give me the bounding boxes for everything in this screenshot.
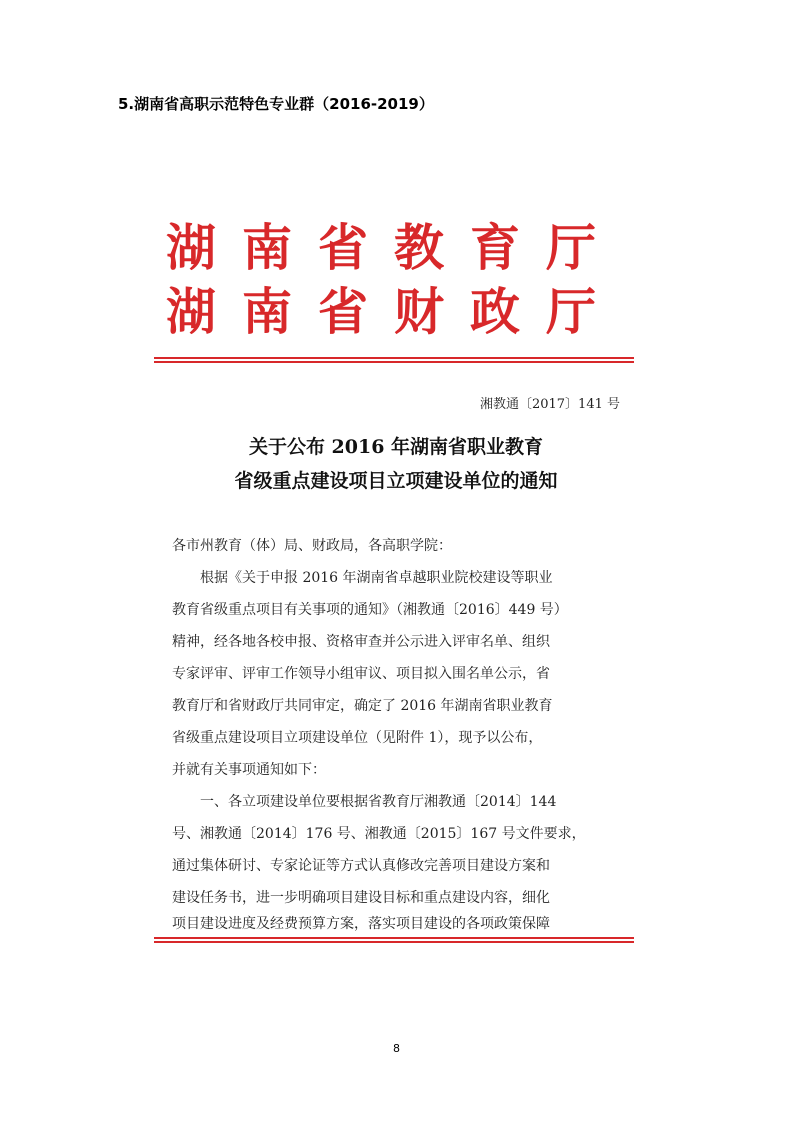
body-paragraph-line: 省级重点建设项目立项建设单位（见附件 1），现予以公布， (172, 730, 543, 746)
salutation: 各市州教育（体）局、财政局，各高职学院： (172, 538, 452, 554)
body-paragraph-line: 建设任务书，进一步明确项目建设目标和重点建设内容，细化 (172, 890, 550, 906)
document-title-line-1: 关于公布 2016 年湖南省职业教育 (248, 436, 544, 458)
page-number: 8 (393, 1042, 400, 1055)
scanned-document (148, 200, 644, 950)
body-paragraph-line: 项目建设进度及经费预算方案，落实项目建设的各项政策保障 (172, 916, 550, 932)
letterhead-divider-thin (154, 361, 634, 363)
body-paragraph-line: 号、湘教通〔2014〕176 号、湘教通〔2015〕167 号文件要求， (172, 826, 586, 842)
body-paragraph-line: 专家评审、评审工作领导小组审议、项目拟入围名单公示，省 (172, 666, 550, 682)
body-paragraph-line: 教育厅和省财政厅共同审定，确定了 2016 年湖南省职业教育 (172, 698, 553, 714)
document-number: 湘教通〔2017〕141 号 (479, 397, 620, 412)
document-title-line-2: 省级重点建设项目立项建设单位的通知 (234, 470, 558, 492)
footer-divider-thin (154, 941, 634, 943)
footer-divider (154, 937, 634, 939)
body-paragraph-line: 精神，经各地各校申报、资格审查并公示进入评审名单、组织 (172, 634, 550, 650)
letterhead-issuer-education: 湖南省教育厅 (166, 218, 622, 277)
letterhead-divider (154, 357, 634, 359)
body-paragraph-line: 并就有关事项通知如下： (172, 762, 326, 778)
body-paragraph-line: 教育省级重点项目有关事项的通知》（湘教通〔2016〕449 号） (172, 602, 568, 618)
section-heading: 5.湖南省高职示范特色专业群（2016-2019） (118, 95, 434, 113)
body-paragraph-line: 根据《关于申报 2016 年湖南省卓越职业院校建设等职业 (200, 570, 553, 586)
body-paragraph-line: 通过集体研讨、专家论证等方式认真修改完善项目建设方案和 (172, 858, 550, 874)
body-paragraph-line: 一、各立项建设单位要根据省教育厅湘教通〔2014〕144 (200, 794, 557, 810)
letterhead-issuer-finance: 湖南省财政厅 (166, 282, 622, 341)
